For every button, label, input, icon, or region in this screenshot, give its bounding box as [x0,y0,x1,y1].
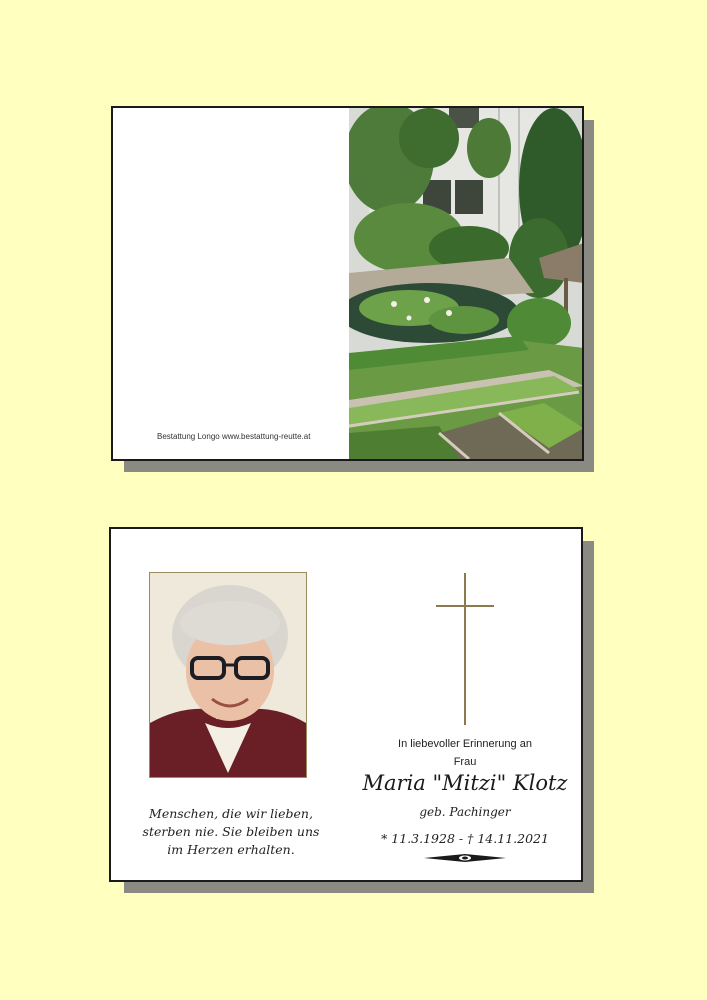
birth-date: 11.3.1928 [391,831,455,846]
garden-photo [349,108,584,459]
death-date: 14.11.2021 [477,831,549,846]
deceased-name: Maria "Mitzi" Klotz [362,771,568,795]
portrait-frame [149,572,307,778]
birth-symbol: * [381,831,388,846]
cross-icon [436,573,494,725]
birth-name: geb. Pachinger [419,805,511,819]
ornament-divider [424,854,506,862]
card-inside [109,527,583,882]
memorial-quote: Menschen, die wir lieben, sterben nie. Sie bleiben uns im Herzen erhalten. [142,806,320,857]
death-symbol: † [467,831,474,846]
funeral-home-credit: Bestattung Longo www.bestattung-reutte.at [157,432,311,441]
salutation: Frau [453,756,477,768]
card-front [111,106,584,461]
card-back-panel [113,108,349,459]
life-dates [347,831,583,846]
remembrance-intro: In liebevoller Erinnerung an [398,738,532,750]
portrait-photo [150,573,306,777]
date-separator: - [458,831,464,846]
